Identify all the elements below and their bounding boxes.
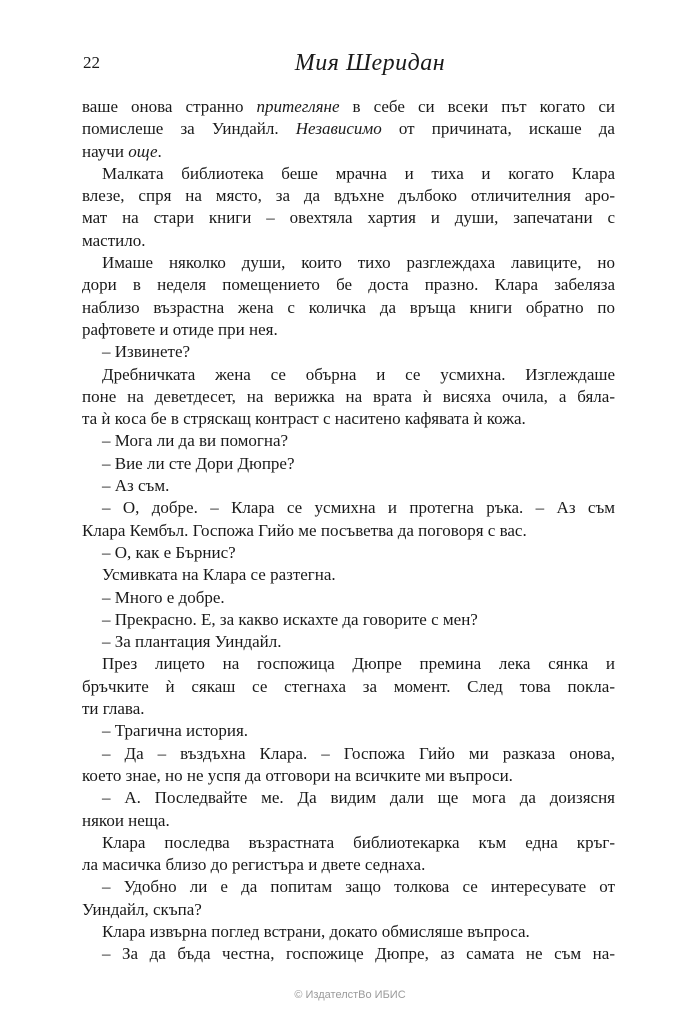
text-segment: което знае, но не успя да отговори на всичките ми въпроси. — [82, 765, 513, 785]
text-line — [82, 297, 615, 319]
text-segment: ти глава. — [82, 699, 145, 719]
text-segment: рафтовете и отиде при нея. — [82, 319, 278, 339]
text-segment: – Прекрасно. Е, за какво искахте да говорите с мен? — [102, 609, 478, 629]
text-line — [82, 96, 615, 118]
text-line — [82, 698, 615, 720]
text-segment: . — [157, 141, 162, 161]
text-line — [82, 430, 615, 452]
text-line — [82, 163, 615, 185]
text-segment: През лицето на госпожица Дюпре премина лека сянка и — [102, 654, 615, 674]
text-segment: Малката библиотека беше мрачна и тиха и когато Клара — [102, 163, 615, 183]
text-segment: – Трагична история. — [102, 721, 249, 741]
text-segment: научи — [82, 141, 129, 161]
text-segment: от причината, искаше да — [381, 119, 615, 139]
text-line — [82, 832, 615, 854]
text-segment: наблизо възрастна жена с количка да връща книги обратно по — [82, 297, 615, 317]
text-segment: мастило. — [82, 230, 146, 250]
running-head-author: Мия Шеридан — [294, 50, 446, 76]
text-segment: – Много е добре. — [102, 587, 225, 607]
text-line — [82, 497, 615, 519]
text-segment: Уиндайл, скъпа? — [82, 899, 202, 919]
text-segment: – А. Последвайте ме. Да видим дали ще мога да доизясня — [102, 788, 615, 808]
text-line — [82, 408, 615, 430]
text-line — [82, 876, 615, 898]
text-line — [82, 787, 615, 809]
text-segment: помислеше за Уиндайл. — [82, 119, 296, 139]
text-line — [82, 475, 615, 497]
text-line — [82, 230, 615, 252]
text-line — [82, 676, 615, 698]
text-segment: – За плантация Уиндайл. — [102, 632, 282, 652]
text-line — [82, 453, 615, 475]
text-segment: дори в неделя помещението бе доста празно. Клара забеляза — [82, 275, 615, 295]
text-line — [82, 364, 615, 386]
text-line — [82, 564, 615, 586]
text-line — [82, 386, 615, 408]
text-line — [82, 185, 615, 207]
text-line — [82, 720, 615, 742]
text-segment: мат на стари книги – овехтяла хартия и души, запечатани с — [82, 208, 615, 228]
text-segment: – Аз съм. — [102, 476, 170, 496]
text-segment: – Удобно ли е да попитам защо толкова се интересувате от — [102, 877, 615, 897]
publisher-footer: © ИздателстВо ИБИС — [294, 989, 406, 1001]
text-line — [82, 118, 615, 140]
text-line — [82, 207, 615, 229]
emphasis-text: още — [128, 141, 158, 161]
body-text — [82, 96, 615, 966]
text-line — [82, 943, 615, 965]
text-segment: Клара Кембъл. Госпожа Гийо ме посъветва да поговоря с вас. — [82, 520, 527, 540]
text-line — [82, 274, 615, 296]
text-segment: Усмивката на Клара се разтегна. — [102, 565, 336, 585]
text-line — [82, 252, 615, 274]
text-segment: – За да бъда честна, госпожице Дюпре, аз самата не съм на- — [102, 944, 615, 964]
text-segment: някои неща. — [82, 810, 170, 830]
text-line — [82, 854, 615, 876]
text-segment: – Извинете? — [102, 342, 191, 362]
text-segment: ваше онова странно — [82, 97, 257, 116]
text-segment: Клара извърна поглед встрани, докато обмисляше въпроса. — [102, 921, 530, 941]
text-line — [82, 587, 615, 609]
text-segment: – Вие ли сте Дори Дюпре? — [102, 453, 295, 473]
text-line — [82, 921, 615, 943]
text-segment: – О, как е Бърнис? — [102, 542, 236, 562]
text-segment: Дребничката жена се обърна и се усмихна. Изглеждаше — [102, 364, 615, 384]
text-line — [82, 899, 615, 921]
text-line — [82, 653, 615, 675]
emphasis-text: Независимо — [295, 119, 382, 139]
text-segment: в себе си всеки път когато си — [339, 97, 615, 116]
text-line — [82, 609, 615, 631]
text-segment: – Да – въздъхна Клара. – Госпожа Гийо ми разказа онова, — [102, 743, 615, 763]
text-line — [82, 542, 615, 564]
text-line — [82, 520, 615, 542]
text-line — [82, 765, 615, 787]
text-segment: поне на деветдесет, на верижка на врата ѝ висяха очила, а бяла- — [82, 386, 615, 406]
text-line — [82, 631, 615, 653]
text-segment: Клара последва възрастната библиотекарка към една кръг- — [102, 832, 615, 852]
text-line — [82, 319, 615, 341]
text-segment: Имаше няколко души, които тихо разглеждаха лавиците, но — [102, 253, 615, 273]
text-line — [82, 810, 615, 832]
text-line — [82, 341, 615, 363]
text-segment: влезе, спря на място, за да вдъхне дълбоко отличителния аро- — [82, 186, 615, 206]
text-segment: – О, добре. – Клара се усмихна и протегна ръка. – Аз съм — [102, 498, 615, 518]
text-line — [82, 141, 615, 163]
text-line — [82, 743, 615, 765]
text-segment: – Мога ли да ви помогна? — [102, 431, 289, 451]
emphasis-text: притегляне — [256, 97, 340, 116]
text-segment: ла масичка близо до регистъра и двете седнаха. — [82, 855, 426, 875]
text-segment: бръчките ѝ сякаш се стегнаха за момент. След това покла- — [82, 676, 615, 696]
page-number: 22 — [83, 53, 100, 72]
text-segment: та ѝ коса бе в стряскащ контраст с наситено кафявата ѝ кожа. — [82, 409, 526, 429]
